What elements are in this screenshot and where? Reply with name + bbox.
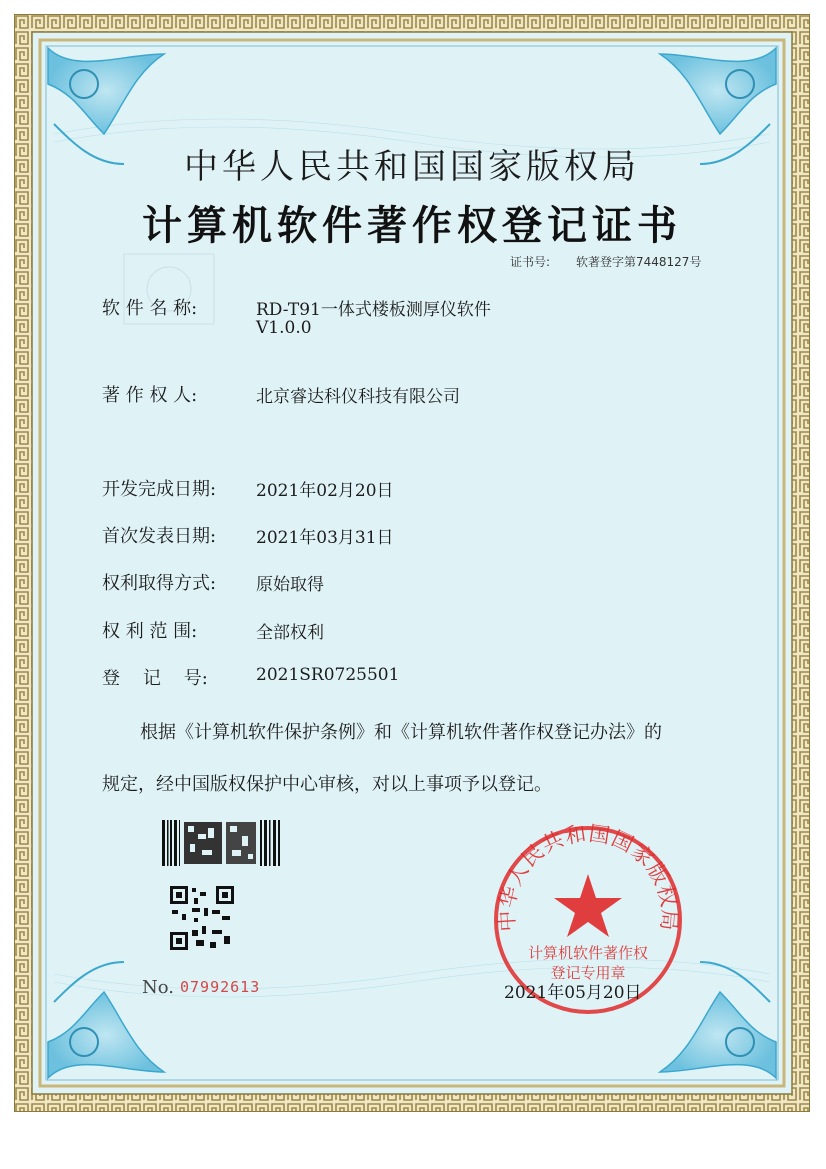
barcode (162, 820, 282, 866)
seal-center-line-2: 登记专用章 (550, 964, 626, 982)
development-date-value: 2021年02月20日 (256, 481, 394, 501)
issue-date: 2021年05月20日 (504, 983, 642, 1003)
certificate-title: 计算机软件著作权登记证书 (142, 202, 682, 249)
acquisition-method-label: 权利取得方式: (102, 573, 217, 594)
certificate (14, 14, 810, 1112)
serial-label: No. (142, 977, 174, 998)
publication-date-value: 2021年03月31日 (256, 528, 394, 548)
statement-line-1: 根据《计算机软件保护条例》和《计算机软件著作权登记办法》的 (140, 722, 662, 743)
registration-number-label: 登 记 号: (102, 668, 208, 689)
seal-arc-text: 中华人民共和国国家版权局 (494, 821, 682, 933)
development-date-label: 开发完成日期: (102, 479, 217, 500)
qr-code (170, 886, 234, 950)
copyright-owner-value: 北京睿达科仪科技有限公司 (256, 387, 460, 407)
acquisition-method-value: 原始取得 (256, 575, 324, 595)
seal-center-line-1: 计算机软件著作权 (527, 944, 649, 962)
copyright-owner-label: 著 作 权 人: (102, 385, 198, 406)
rights-scope-label: 权 利 范 围: (102, 621, 198, 642)
software-name-value: RD-T91一体式楼板测厚仪软件 (256, 300, 491, 320)
certificate-number-value: 软著登字第7448127号 (576, 255, 702, 269)
serial-number: 07992613 (180, 978, 261, 996)
rights-scope-value: 全部权利 (256, 623, 324, 643)
certificate-number-label: 证书号: (510, 255, 551, 269)
statement-line-2: 规定，经中国版权保护中心审核，对以上事项予以登记。 (102, 774, 552, 795)
registration-number-value: 2021SR0725501 (256, 665, 400, 685)
seal-star-icon (554, 874, 622, 937)
issuer-name: 中华人民共和国国家版权局 (184, 147, 640, 187)
software-version-value: V1.0.0 (256, 318, 312, 338)
software-name-label: 软 件 名 称: (102, 298, 198, 319)
publication-date-label: 首次发表日期: (102, 526, 217, 547)
